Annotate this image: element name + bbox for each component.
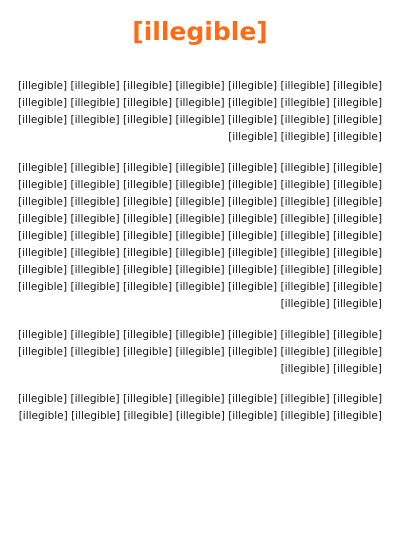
paragraph-4: [illegible] [illegible] [illegible] [illegible] [illegible] [illegible] [illegible] [illegible] [illegible] [illegible] [illegible] [illegible] [illegible] [illegible]: [18, 393, 383, 422]
page-title: [illegible]: [132, 17, 268, 46]
document-body: [18, 78, 382, 425]
paragraph-1: [illegible] [illegible] [illegible] [illegible] [illegible] [illegible] [illegible] [illegible] [illegible] [illegible] [illegible] [illegible] [illegible] [illegible] [illegible] [illegible] [illegible] [illegible] [illegible] [illegible] [illegible] [illegible] [illegible] [illegible]: [18, 80, 383, 143]
paragraph-2: [illegible] [illegible] [illegible] [illegible] [illegible] [illegible] [illegible] [illegible] [illegible] [illegible] [illegible] [illegible] [illegible] [illegible] [illegible] [illegible] [illegible] [illegible] [illegible] [illegible] [illegible] [illegible] [illegible] [illegible] [illegible] [illegible] [illegible] [illegible] [illegible] [illegible] [illegible] [illegible] [illegible] [illegible] [illegible] [illegible] [illegible] [illegible] [illegible] [illegible] [illegible] [illegible] [illegible] [illegible] [illegible] [illegible] [illegible] [illegible] [illegible] [illegible] [illegible] [illegible] [illegible] [illegible] [illegible] [illegible] [illegible] [illegible]: [18, 162, 383, 310]
paragraph-3: [illegible] [illegible] [illegible] [illegible] [illegible] [illegible] [illegible] [illegible] [illegible] [illegible] [illegible] [illegible] [illegible] [illegible] [illegible] [illegible]: [18, 329, 383, 375]
